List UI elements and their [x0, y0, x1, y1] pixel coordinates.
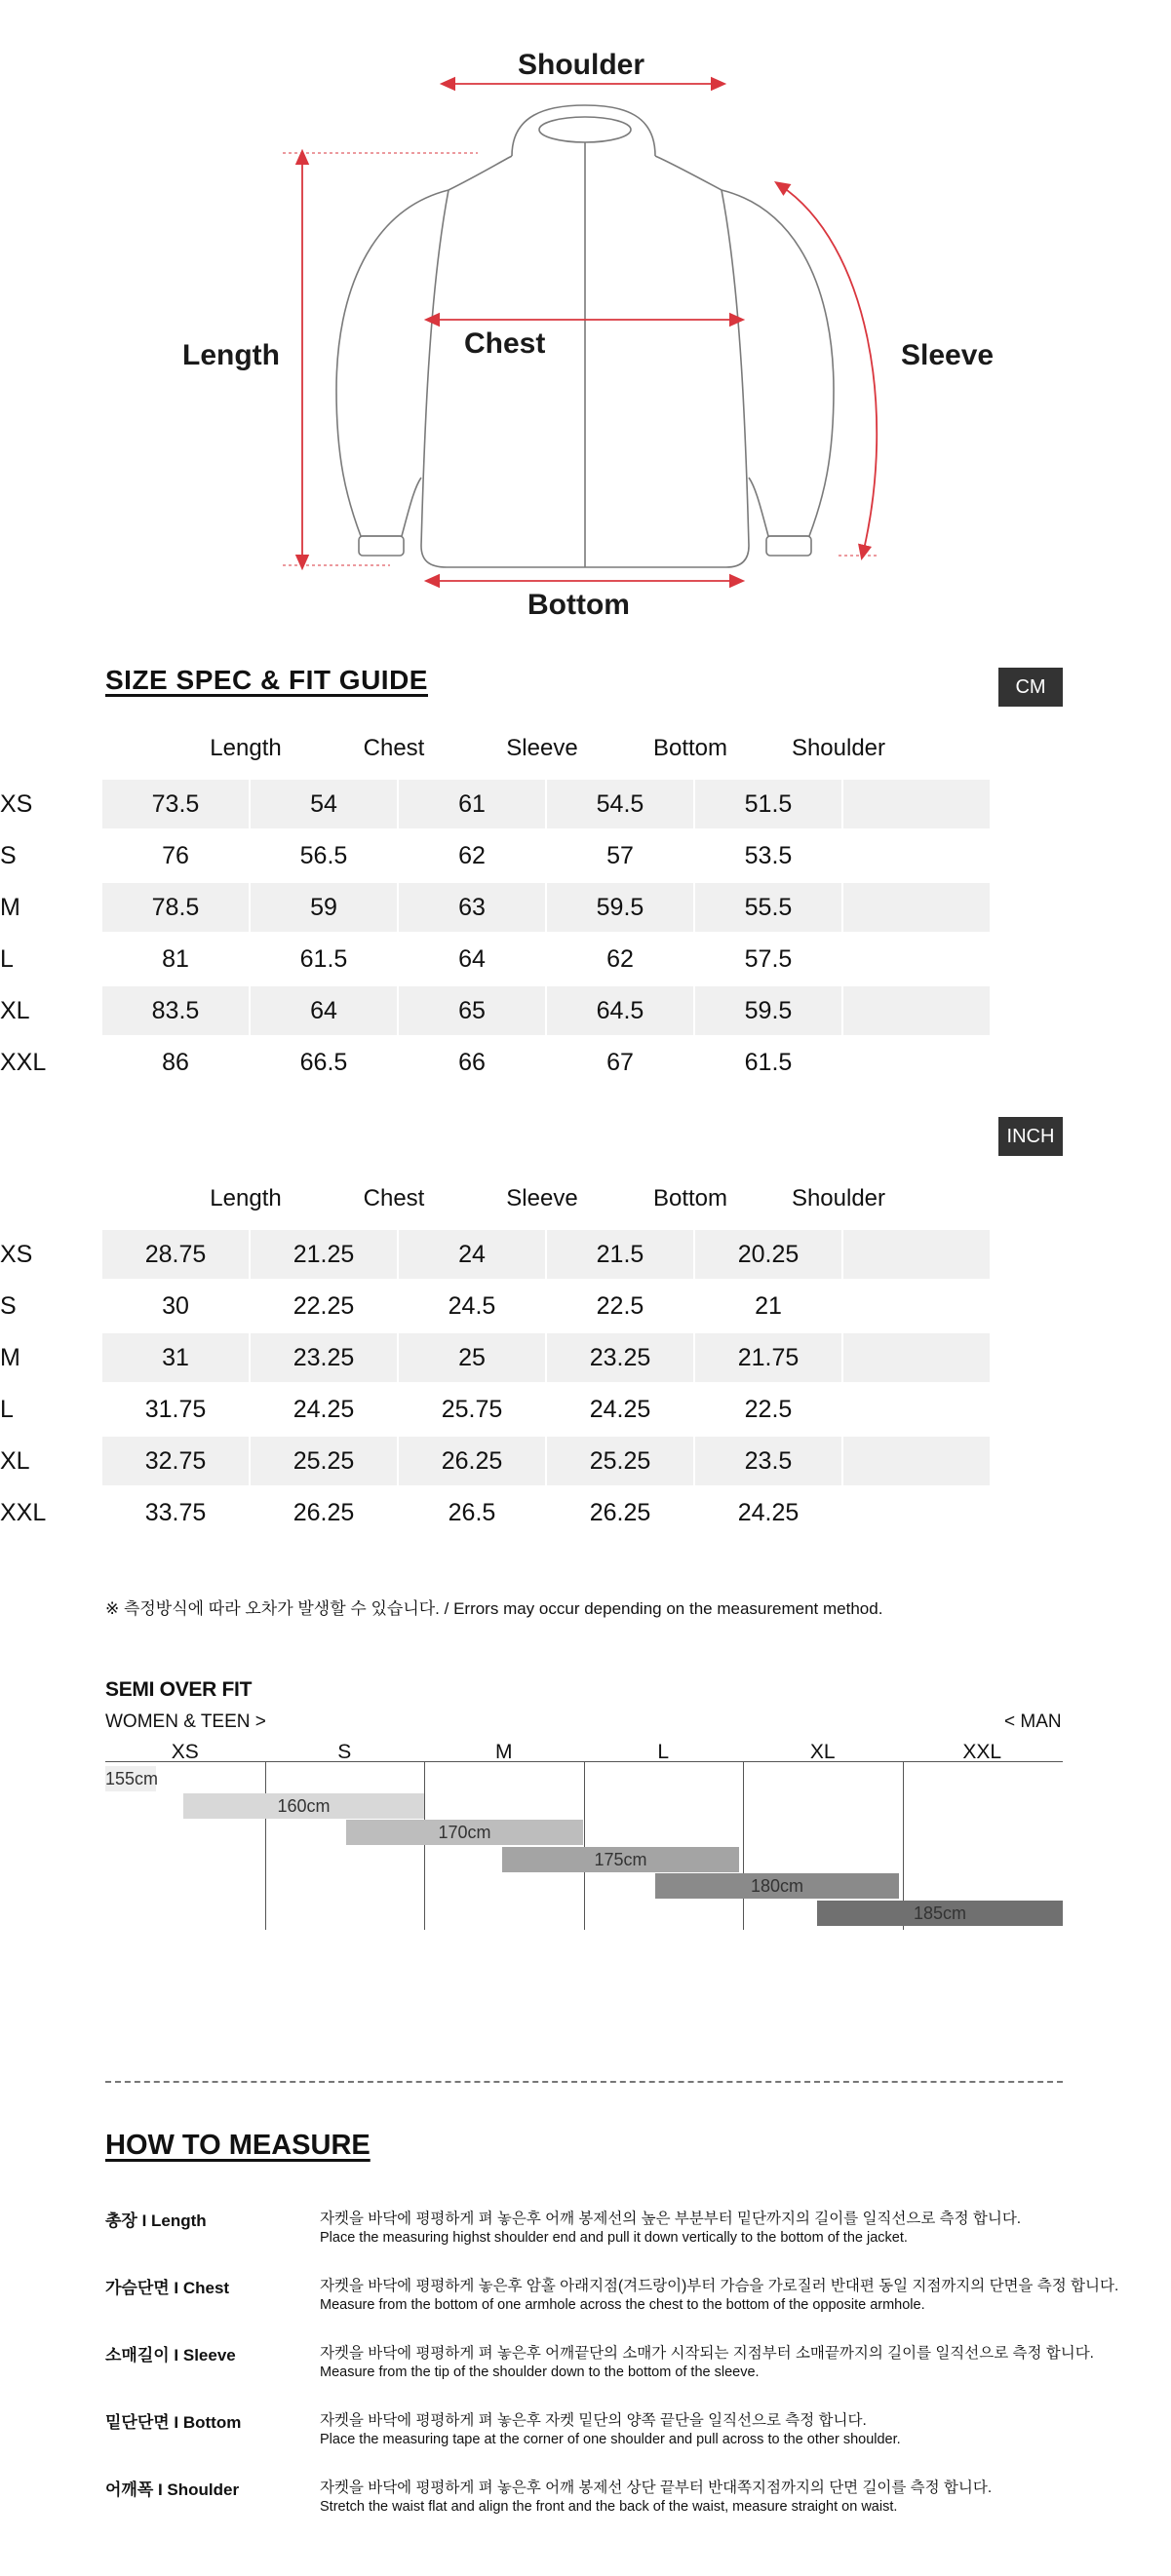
measure-desc-ko: 자켓을 바닥에 평평하게 놓은후 암홀 아래지점(겨드랑이)부터 가슴을 가로질러 반대편 동일 지점까지의 단면을 측정 합니다.: [320, 2278, 1119, 2294]
size-spec-title: SIZE SPEC & FIT GUIDE: [105, 665, 428, 695]
table-cell: 81: [162, 945, 189, 973]
table-cell: [843, 780, 990, 828]
inch-table-header: [102, 1179, 1068, 1218]
measure-desc-en: Stretch the waist flat and align the front and the back of the waist, measure straight on waist.: [320, 2499, 898, 2515]
size-label: L: [0, 1396, 14, 1423]
table-cell: 24.25: [737, 1499, 800, 1526]
table-row: [0, 1230, 1068, 1279]
table-row: [0, 935, 1068, 983]
table-cell: 24: [399, 1230, 545, 1279]
table-cell: 59.5: [547, 883, 693, 932]
how-to-measure-title: HOW TO MEASURE: [105, 2130, 371, 2161]
table-cell: 20.25: [695, 1230, 841, 1279]
table-cell: 25.25: [547, 1437, 693, 1485]
table-cell: 57: [606, 842, 634, 869]
table-cell: 26.25: [589, 1499, 651, 1526]
measure-desc-ko: 자켓을 바닥에 평평하게 펴 놓은후 어깨 봉제선 상단 끝부터 반대쪽지점까지의 단면 길이를 측정 합니다.: [320, 2480, 993, 2496]
table-cell: 62: [458, 842, 486, 869]
measure-label: 총장 I Length: [105, 2211, 207, 2230]
fit-column-divider: [265, 1761, 266, 1930]
measure-item: [105, 2207, 1080, 2265]
size-label: XL: [0, 1447, 30, 1475]
table-cell: 64: [458, 945, 486, 973]
table-cell: 21: [755, 1292, 782, 1320]
measure-desc-en: Measure from the bottom of one armhole across the chest to the bottom of the opposite armhole.: [320, 2297, 925, 2313]
table-cell: 22.5: [744, 1396, 793, 1423]
measure-desc-en: Place the measuring tape at the corner of one shoulder and pull across to the other shoulder.: [320, 2432, 901, 2447]
table-cell: 59: [251, 883, 397, 932]
table-cell: [843, 1488, 990, 1537]
bottom-label: Bottom: [527, 589, 630, 621]
table-cell: 61.5: [299, 945, 348, 973]
table-row: [0, 1437, 1068, 1485]
cm-table-header: [102, 729, 1068, 768]
sleeve-label: Sleeve: [901, 339, 995, 371]
table-cell: 65: [399, 986, 545, 1035]
section-divider: [105, 2081, 1063, 2083]
table-cell: 51.5: [695, 780, 841, 828]
fit-column-divider: [584, 1761, 585, 1930]
fit-man-label: < MAN: [1004, 1711, 1062, 1732]
fit-height-bar: 155cm: [105, 1766, 156, 1791]
table-cell: 66: [458, 1049, 486, 1076]
table-cell: 83.5: [102, 986, 249, 1035]
table-cell: 26.25: [293, 1499, 355, 1526]
table-row: [0, 883, 1068, 932]
table-cell: 67: [606, 1049, 634, 1076]
size-label: S: [0, 1292, 17, 1320]
table-row: [0, 1488, 1068, 1537]
table-cell: [843, 883, 990, 932]
measure-desc-en: Place the measuring highst shoulder end and pull it down vertically to the bottom of the jacket.: [320, 2230, 908, 2246]
measure-item: [105, 2476, 1080, 2534]
table-cell: 32.75: [102, 1437, 249, 1485]
table-row: [0, 1282, 1068, 1330]
table-cell: 73.5: [102, 780, 249, 828]
table-row: [0, 1385, 1068, 1434]
measure-desc-ko: 자켓을 바닥에 평평하게 펴 놓은후 어깨 봉제선의 높은 부분부터 밑단까지의 길이를 일직선으로 측정 합니다.: [320, 2211, 1022, 2227]
fit-height-bar: 180cm: [655, 1873, 899, 1899]
table-cell: 56.5: [299, 842, 348, 869]
table-cell: 25: [399, 1333, 545, 1382]
cm-unit-badge: CM: [998, 668, 1063, 707]
measure-desc-ko: 자켓을 바닥에 평평하게 펴 놓은후 자켓 밑단의 양쪽 끝단을 일직선으로 측정 합니다.: [320, 2412, 867, 2429]
col-sleeve: Sleeve: [506, 735, 578, 761]
size-label: XS: [0, 790, 33, 818]
table-row: [0, 831, 1068, 880]
table-cell: 23.25: [251, 1333, 397, 1382]
size-label: XS: [0, 1241, 33, 1268]
size-label: L: [0, 945, 14, 973]
fit-title: SEMI OVER FIT: [105, 1678, 253, 1701]
table-cell: 30: [162, 1292, 189, 1320]
table-cell: 54: [251, 780, 397, 828]
table-cell: [843, 1385, 990, 1434]
table-cell: 78.5: [102, 883, 249, 932]
table-cell: 63: [399, 883, 545, 932]
table-cell: 66.5: [299, 1049, 348, 1076]
measure-item: [105, 2341, 1094, 2400]
table-row: [0, 1333, 1068, 1382]
table-cell: 24.25: [589, 1396, 651, 1423]
table-row: [0, 780, 1068, 828]
measure-label: 가슴단면 I Chest: [105, 2279, 230, 2297]
fit-size-label: XL: [809, 1741, 836, 1763]
table-cell: 23.5: [695, 1437, 841, 1485]
table-cell: 62: [606, 945, 634, 973]
col-shoulder: Shoulder: [791, 735, 886, 761]
size-label: XL: [0, 997, 30, 1024]
measure-item: [105, 2408, 1080, 2467]
col-length: Length: [210, 1185, 282, 1211]
length-label: Length: [182, 339, 280, 371]
measure-desc-ko: 자켓을 바닥에 평평하게 펴 놓은후 어깨끝단의 소매가 시작되는 지점부터 소매끝까지의 길이를 일직선으로 측정 합니다.: [320, 2345, 1094, 2362]
measure-label: 소매길이 I Sleeve: [105, 2346, 236, 2365]
table-cell: [843, 986, 990, 1035]
fit-women-teen-label: WOMEN & TEEN >: [105, 1711, 266, 1732]
table-cell: 21.25: [251, 1230, 397, 1279]
table-row: [0, 986, 1068, 1035]
table-cell: 64: [251, 986, 397, 1035]
fit-size-label: XXL: [962, 1741, 1002, 1763]
table-cell: 64.5: [547, 986, 693, 1035]
measure-item: [105, 2274, 1119, 2332]
table-cell: 22.5: [596, 1292, 644, 1320]
size-label: XXL: [0, 1499, 47, 1526]
table-cell: 61.5: [744, 1049, 793, 1076]
table-cell: 31.75: [144, 1396, 207, 1423]
table-cell: [843, 1230, 990, 1279]
measurement-error-note: ※ 측정방식에 따라 오차가 발생할 수 있습니다. / Errors may occur depending on the measurement method.: [105, 1599, 883, 1618]
table-cell: 76: [162, 842, 189, 869]
measure-desc-en: Measure from the tip of the shoulder down to the bottom of the sleeve.: [320, 2365, 760, 2380]
table-row: [0, 1038, 1068, 1087]
table-cell: 22.25: [293, 1292, 355, 1320]
inch-unit-badge: INCH: [998, 1117, 1063, 1156]
table-cell: 61: [399, 780, 545, 828]
table-cell: [843, 831, 990, 880]
col-chest: Chest: [363, 1185, 425, 1211]
table-cell: [843, 1282, 990, 1330]
table-cell: 86: [162, 1049, 189, 1076]
size-label: S: [0, 842, 17, 869]
col-chest: Chest: [363, 735, 425, 761]
size-label: M: [0, 894, 20, 921]
table-cell: 25.25: [251, 1437, 397, 1485]
table-cell: 57.5: [744, 945, 793, 973]
fit-size-label: L: [657, 1741, 670, 1763]
jacket-measurement-diagram: [0, 0, 1171, 643]
fit-column-divider: [424, 1761, 425, 1930]
table-cell: 53.5: [744, 842, 793, 869]
table-cell: 25.75: [441, 1396, 503, 1423]
table-cell: 28.75: [102, 1230, 249, 1279]
table-cell: 31: [102, 1333, 249, 1382]
table-cell: 24.5: [448, 1292, 496, 1320]
fit-height-bar: 175cm: [502, 1847, 739, 1872]
shoulder-label: Shoulder: [518, 49, 645, 81]
table-cell: 21.75: [695, 1333, 841, 1382]
size-label: XXL: [0, 1049, 47, 1076]
table-cell: 23.25: [547, 1333, 693, 1382]
fit-size-label: S: [337, 1741, 352, 1763]
table-cell: 21.5: [547, 1230, 693, 1279]
col-length: Length: [210, 735, 282, 761]
size-label: M: [0, 1344, 20, 1371]
col-shoulder: Shoulder: [791, 1185, 886, 1211]
fit-height-bar: 185cm: [817, 1901, 1063, 1926]
table-cell: 26.5: [448, 1499, 496, 1526]
fit-size-label: M: [495, 1741, 513, 1763]
fit-size-label: XS: [171, 1741, 199, 1763]
table-cell: 55.5: [695, 883, 841, 932]
table-cell: [843, 1437, 990, 1485]
chest-label: Chest: [464, 327, 546, 360]
col-bottom: Bottom: [652, 1185, 728, 1211]
measure-label: 어깨폭 I Shoulder: [105, 2480, 240, 2499]
table-cell: [843, 1038, 990, 1087]
table-cell: [843, 935, 990, 983]
table-cell: 26.25: [399, 1437, 545, 1485]
table-cell: 33.75: [144, 1499, 207, 1526]
fit-height-bar: 170cm: [346, 1820, 583, 1845]
col-bottom: Bottom: [652, 735, 728, 761]
measure-label: 밑단단면 I Bottom: [105, 2413, 242, 2432]
fit-column-divider: [743, 1761, 744, 1930]
table-cell: 59.5: [695, 986, 841, 1035]
fit-height-bar: 160cm: [183, 1793, 424, 1819]
table-cell: [843, 1333, 990, 1382]
table-cell: 54.5: [547, 780, 693, 828]
col-sleeve: Sleeve: [506, 1185, 578, 1211]
table-cell: 24.25: [293, 1396, 355, 1423]
